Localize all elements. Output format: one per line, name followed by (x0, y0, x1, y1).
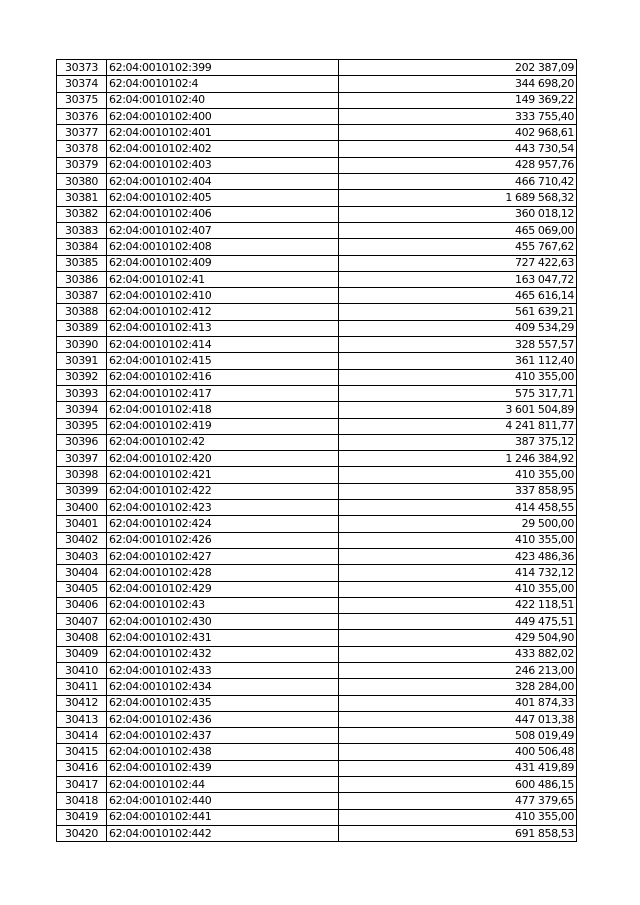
cadastral-value-cell: 561 639,21 (339, 304, 577, 320)
cadastral-number-cell: 62:04:0010102:435 (107, 695, 339, 711)
row-number-cell: 30418 (57, 793, 107, 809)
table-row (57, 385, 577, 401)
cadastral-number-cell: 62:04:0010102:402 (107, 141, 339, 157)
cadastral-value-cell: 410 355,00 (339, 369, 577, 385)
row-number-cell: 30385 (57, 255, 107, 271)
cadastral-value-cell: 401 874,33 (339, 695, 577, 711)
cadastral-number-cell: 62:04:0010102:436 (107, 711, 339, 727)
cadastral-number-cell: 62:04:0010102:42 (107, 434, 339, 450)
cadastral-number-cell: 62:04:0010102:417 (107, 385, 339, 401)
cadastral-number-cell: 62:04:0010102:404 (107, 174, 339, 190)
row-number-cell: 30402 (57, 532, 107, 548)
table-row (57, 141, 577, 157)
cadastral-value-cell: 410 355,00 (339, 581, 577, 597)
row-number-cell: 30392 (57, 369, 107, 385)
table-row (57, 728, 577, 744)
cadastral-number-cell: 62:04:0010102:426 (107, 532, 339, 548)
row-number-cell: 30376 (57, 108, 107, 124)
cadastral-number-cell: 62:04:0010102:4 (107, 76, 339, 92)
cadastral-value-cell: 414 732,12 (339, 565, 577, 581)
table-row (57, 597, 577, 613)
row-number-cell: 30378 (57, 141, 107, 157)
table-row (57, 222, 577, 238)
row-number-cell: 30380 (57, 174, 107, 190)
table-row (57, 402, 577, 418)
cadastral-value-cell: 466 710,42 (339, 174, 577, 190)
row-number-cell: 30396 (57, 434, 107, 450)
cadastral-value-cell: 409 534,29 (339, 320, 577, 336)
row-number-cell: 30411 (57, 679, 107, 695)
cadastral-number-cell: 62:04:0010102:401 (107, 125, 339, 141)
cadastral-value-cell: 402 968,61 (339, 125, 577, 141)
row-number-cell: 30403 (57, 548, 107, 564)
cadastral-number-cell: 62:04:0010102:408 (107, 239, 339, 255)
table-row (57, 630, 577, 646)
row-number-cell: 30404 (57, 565, 107, 581)
table-row (57, 777, 577, 793)
cadastral-value-cell: 361 112,40 (339, 353, 577, 369)
row-number-cell: 30377 (57, 125, 107, 141)
cadastral-number-cell: 62:04:0010102:439 (107, 760, 339, 776)
cadastral-value-cell: 414 458,55 (339, 500, 577, 516)
cadastral-number-cell: 62:04:0010102:421 (107, 467, 339, 483)
row-number-cell: 30401 (57, 516, 107, 532)
table-row (57, 125, 577, 141)
cadastral-value-cell: 337 858,95 (339, 483, 577, 499)
cadastral-value-cell: 423 486,36 (339, 548, 577, 564)
cadastral-value-cell: 428 957,76 (339, 157, 577, 173)
row-number-cell: 30384 (57, 239, 107, 255)
table-row (57, 548, 577, 564)
cadastral-number-cell: 62:04:0010102:407 (107, 222, 339, 238)
table-row (57, 174, 577, 190)
cadastral-value-cell: 508 019,49 (339, 728, 577, 744)
cadastral-number-cell: 62:04:0010102:415 (107, 353, 339, 369)
table-row (57, 239, 577, 255)
cadastral-value-cell: 360 018,12 (339, 206, 577, 222)
row-number-cell: 30416 (57, 760, 107, 776)
row-number-cell: 30417 (57, 777, 107, 793)
table-row (57, 646, 577, 662)
cadastral-value-cell: 410 355,00 (339, 467, 577, 483)
cadastral-value-cell: 387 375,12 (339, 434, 577, 450)
row-number-cell: 30410 (57, 662, 107, 678)
table-row (57, 60, 577, 76)
row-number-cell: 30389 (57, 320, 107, 336)
cadastral-value-cell: 1 689 568,32 (339, 190, 577, 206)
cadastral-number-cell: 62:04:0010102:437 (107, 728, 339, 744)
table-row (57, 157, 577, 173)
table-row (57, 825, 577, 841)
cadastral-number-cell: 62:04:0010102:40 (107, 92, 339, 108)
row-number-cell: 30393 (57, 385, 107, 401)
cadastral-value-cell: 433 882,02 (339, 646, 577, 662)
row-number-cell: 30415 (57, 744, 107, 760)
row-number-cell: 30381 (57, 190, 107, 206)
row-number-cell: 30386 (57, 271, 107, 287)
cadastral-value-cell: 3 601 504,89 (339, 402, 577, 418)
table-row (57, 711, 577, 727)
cadastral-number-cell: 62:04:0010102:43 (107, 597, 339, 613)
cadastral-value-cell: 328 557,57 (339, 337, 577, 353)
cadastral-number-cell: 62:04:0010102:422 (107, 483, 339, 499)
row-number-cell: 30375 (57, 92, 107, 108)
table-row (57, 337, 577, 353)
cadastral-number-cell: 62:04:0010102:44 (107, 777, 339, 793)
cadastral-value-cell: 163 047,72 (339, 271, 577, 287)
cadastral-number-cell: 62:04:0010102:416 (107, 369, 339, 385)
row-number-cell: 30387 (57, 288, 107, 304)
table-row (57, 793, 577, 809)
row-number-cell: 30394 (57, 402, 107, 418)
row-number-cell: 30408 (57, 630, 107, 646)
table-row (57, 744, 577, 760)
table-row (57, 483, 577, 499)
cadastral-number-cell: 62:04:0010102:418 (107, 402, 339, 418)
cadastral-number-cell: 62:04:0010102:432 (107, 646, 339, 662)
cadastral-number-cell: 62:04:0010102:413 (107, 320, 339, 336)
table-row (57, 809, 577, 825)
row-number-cell: 30400 (57, 500, 107, 516)
cadastral-number-cell: 62:04:0010102:412 (107, 304, 339, 320)
cadastral-number-cell: 62:04:0010102:440 (107, 793, 339, 809)
cadastral-value-cell: 202 387,09 (339, 60, 577, 76)
cadastral-number-cell: 62:04:0010102:399 (107, 60, 339, 76)
cadastral-number-cell: 62:04:0010102:438 (107, 744, 339, 760)
cadastral-number-cell: 62:04:0010102:414 (107, 337, 339, 353)
row-number-cell: 30379 (57, 157, 107, 173)
cadastral-number-cell: 62:04:0010102:400 (107, 108, 339, 124)
cadastral-value-cell: 449 475,51 (339, 614, 577, 630)
table-row (57, 760, 577, 776)
cadastral-value-cell: 410 355,00 (339, 532, 577, 548)
cadastral-number-cell: 62:04:0010102:442 (107, 825, 339, 841)
cadastral-number-cell: 62:04:0010102:410 (107, 288, 339, 304)
row-number-cell: 30406 (57, 597, 107, 613)
table-row (57, 581, 577, 597)
cadastral-value-cell: 1 246 384,92 (339, 451, 577, 467)
table-row (57, 434, 577, 450)
row-number-cell: 30397 (57, 451, 107, 467)
row-number-cell: 30390 (57, 337, 107, 353)
table-row (57, 695, 577, 711)
cadastral-value-cell: 29 500,00 (339, 516, 577, 532)
cadastral-value-table (56, 59, 577, 842)
table-row (57, 353, 577, 369)
cadastral-value-cell: 246 213,00 (339, 662, 577, 678)
cadastral-value-cell: 328 284,00 (339, 679, 577, 695)
row-number-cell: 30398 (57, 467, 107, 483)
cadastral-value-cell: 443 730,54 (339, 141, 577, 157)
cadastral-value-cell: 727 422,63 (339, 255, 577, 271)
table-row (57, 418, 577, 434)
cadastral-value-cell: 333 755,40 (339, 108, 577, 124)
cadastral-number-cell: 62:04:0010102:419 (107, 418, 339, 434)
cadastral-number-cell: 62:04:0010102:434 (107, 679, 339, 695)
row-number-cell: 30420 (57, 825, 107, 841)
table-row (57, 451, 577, 467)
cadastral-value-cell: 149 369,22 (339, 92, 577, 108)
cadastral-value-cell: 691 858,53 (339, 825, 577, 841)
row-number-cell: 30419 (57, 809, 107, 825)
row-number-cell: 30383 (57, 222, 107, 238)
table-body (57, 60, 577, 842)
table-row (57, 206, 577, 222)
cadastral-number-cell: 62:04:0010102:428 (107, 565, 339, 581)
row-number-cell: 30413 (57, 711, 107, 727)
cadastral-number-cell: 62:04:0010102:441 (107, 809, 339, 825)
row-number-cell: 30391 (57, 353, 107, 369)
cadastral-value-cell: 455 767,62 (339, 239, 577, 255)
cadastral-value-cell: 410 355,00 (339, 809, 577, 825)
table-row (57, 500, 577, 516)
table-row (57, 190, 577, 206)
cadastral-number-cell: 62:04:0010102:420 (107, 451, 339, 467)
row-number-cell: 30407 (57, 614, 107, 630)
table-row (57, 92, 577, 108)
cadastral-value-cell: 400 506,48 (339, 744, 577, 760)
table-row (57, 614, 577, 630)
cadastral-value-cell: 429 504,90 (339, 630, 577, 646)
table-row (57, 320, 577, 336)
table-row (57, 532, 577, 548)
row-number-cell: 30388 (57, 304, 107, 320)
table-row (57, 516, 577, 532)
cadastral-number-cell: 62:04:0010102:406 (107, 206, 339, 222)
cadastral-number-cell: 62:04:0010102:431 (107, 630, 339, 646)
cadastral-number-cell: 62:04:0010102:403 (107, 157, 339, 173)
cadastral-number-cell: 62:04:0010102:427 (107, 548, 339, 564)
table-row (57, 288, 577, 304)
cadastral-value-cell: 447 013,38 (339, 711, 577, 727)
row-number-cell: 30382 (57, 206, 107, 222)
cadastral-number-cell: 62:04:0010102:433 (107, 662, 339, 678)
row-number-cell: 30409 (57, 646, 107, 662)
table-row (57, 108, 577, 124)
cadastral-value-cell: 465 616,14 (339, 288, 577, 304)
table-row (57, 76, 577, 92)
cadastral-value-cell: 431 419,89 (339, 760, 577, 776)
row-number-cell: 30412 (57, 695, 107, 711)
row-number-cell: 30405 (57, 581, 107, 597)
row-number-cell: 30399 (57, 483, 107, 499)
cadastral-number-cell: 62:04:0010102:429 (107, 581, 339, 597)
row-number-cell: 30374 (57, 76, 107, 92)
cadastral-number-cell: 62:04:0010102:423 (107, 500, 339, 516)
cadastral-number-cell: 62:04:0010102:424 (107, 516, 339, 532)
cadastral-value-cell: 422 118,51 (339, 597, 577, 613)
cadastral-value-cell: 344 698,20 (339, 76, 577, 92)
cadastral-number-cell: 62:04:0010102:405 (107, 190, 339, 206)
cadastral-number-cell: 62:04:0010102:41 (107, 271, 339, 287)
row-number-cell: 30395 (57, 418, 107, 434)
table-row (57, 255, 577, 271)
table-row (57, 271, 577, 287)
cadastral-value-cell: 477 379,65 (339, 793, 577, 809)
cadastral-number-cell: 62:04:0010102:430 (107, 614, 339, 630)
table-row (57, 467, 577, 483)
table-row (57, 304, 577, 320)
table-row (57, 679, 577, 695)
cadastral-number-cell: 62:04:0010102:409 (107, 255, 339, 271)
cadastral-value-cell: 575 317,71 (339, 385, 577, 401)
cadastral-value-cell: 465 069,00 (339, 222, 577, 238)
table-row (57, 565, 577, 581)
table-row (57, 369, 577, 385)
cadastral-value-cell: 4 241 811,77 (339, 418, 577, 434)
row-number-cell: 30414 (57, 728, 107, 744)
table-row (57, 662, 577, 678)
cadastral-value-cell: 600 486,15 (339, 777, 577, 793)
row-number-cell: 30373 (57, 60, 107, 76)
